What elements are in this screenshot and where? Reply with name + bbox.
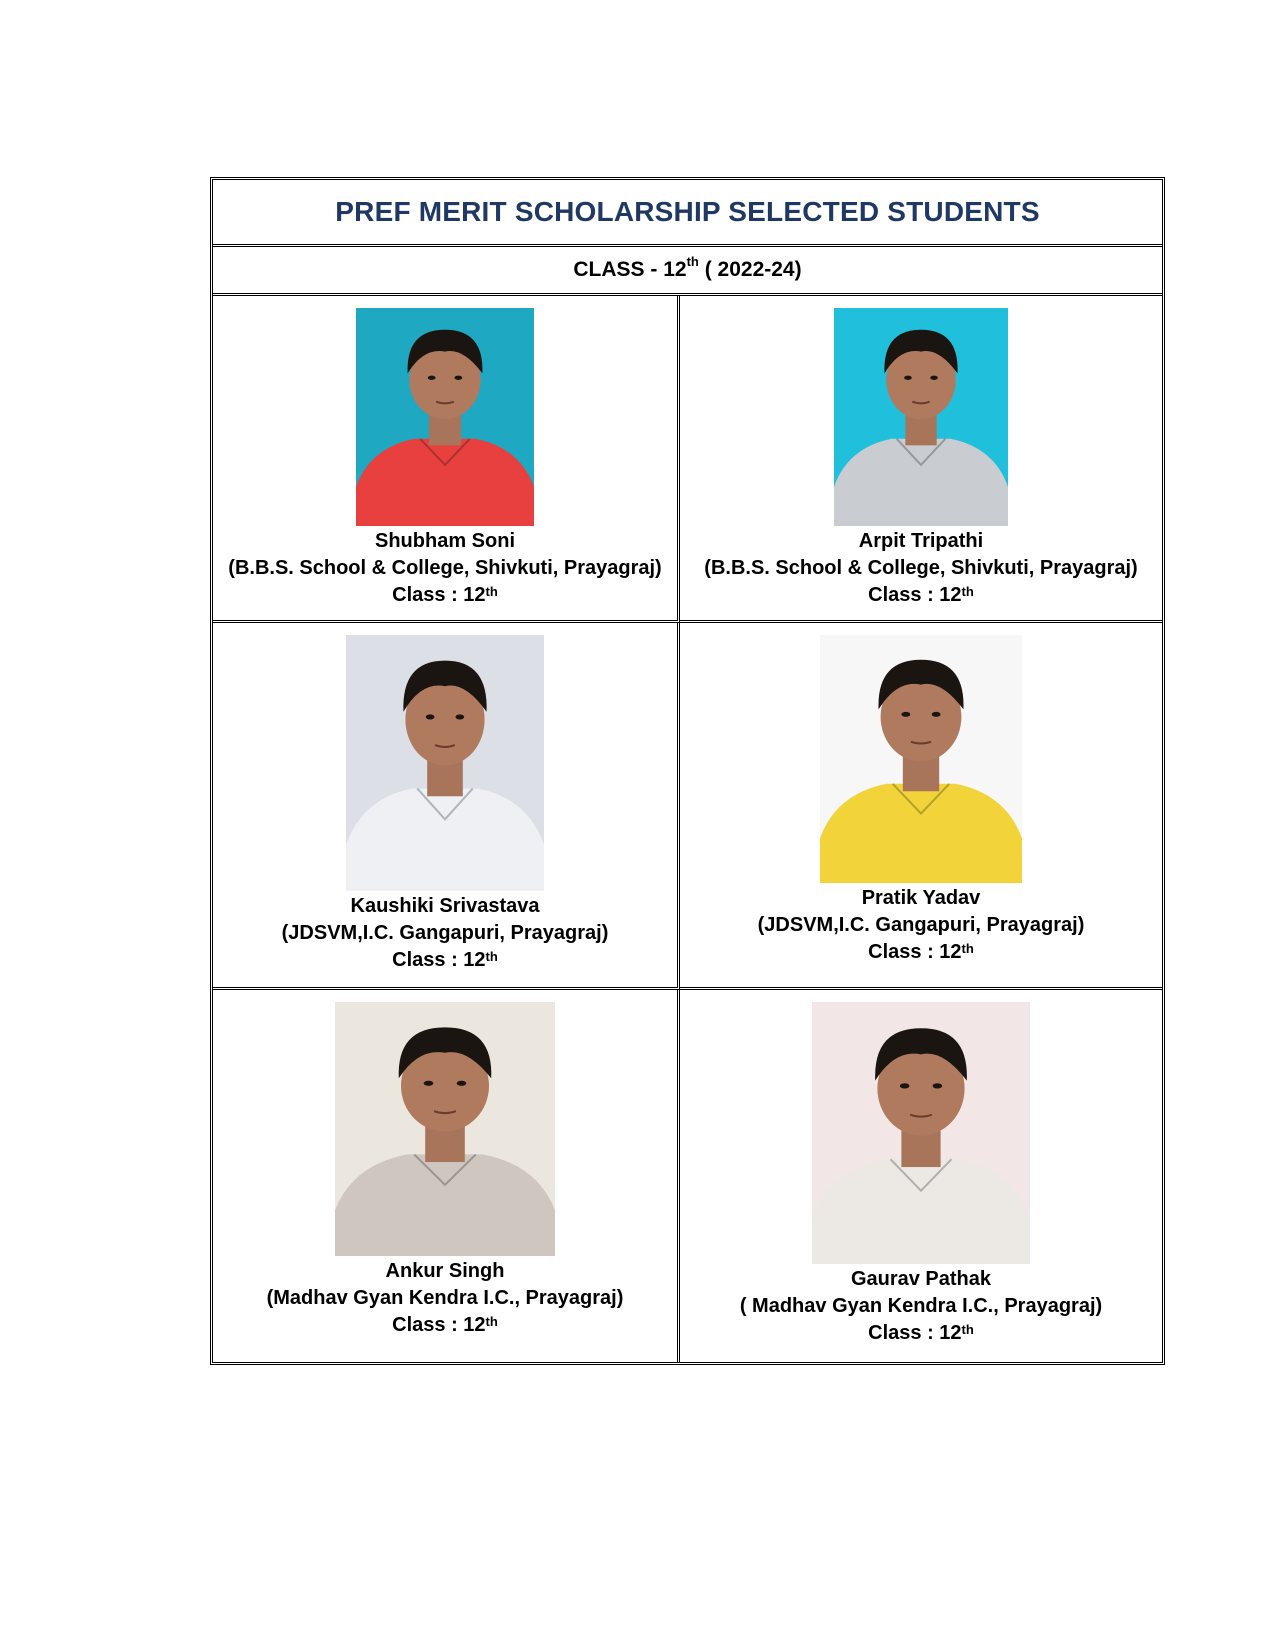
- student-card: [213, 296, 680, 623]
- class-sup: th: [961, 941, 974, 956]
- student-school: ( Madhav Gyan Kendra I.C., Prayagraj): [739, 1295, 1103, 1317]
- student-card: [680, 296, 1162, 623]
- student-class: [868, 939, 974, 966]
- student-name: Arpit Tripathi: [858, 530, 984, 552]
- student-photo-icon: [335, 1002, 555, 1256]
- student-card: [680, 990, 1162, 1362]
- class-sup: th: [485, 949, 498, 964]
- class-heading-suffix: ( 2022-24): [698, 258, 802, 281]
- student-school: (Madhav Gyan Kendra I.C., Prayagraj): [266, 1287, 624, 1309]
- student-class: [392, 582, 498, 609]
- student-photo-icon: [346, 635, 544, 891]
- student-name: Shubham Soni: [375, 530, 515, 552]
- document-title: PREF MERIT SCHOLARSHIP SELECTED STUDENTS: [335, 196, 1040, 227]
- student-name: Kaushiki Srivastava: [350, 895, 540, 917]
- student-class: [392, 1312, 498, 1339]
- student-name: Ankur Singh: [385, 1260, 505, 1282]
- student-class: [392, 947, 498, 974]
- student-class: [868, 582, 974, 609]
- student-name: Pratik Yadav: [861, 887, 981, 909]
- class-label: Class : 12: [868, 941, 962, 963]
- student-school: (B.B.S. School & College, Shivkuti, Prayagraj): [228, 557, 662, 579]
- student-photo-icon: [812, 1002, 1030, 1264]
- class-sup: th: [961, 1322, 974, 1337]
- class-label: Class : 12: [392, 949, 486, 971]
- class-heading: [573, 254, 802, 282]
- student-photo-icon: [834, 308, 1008, 526]
- student-photo-icon: [356, 308, 534, 526]
- class-label: Class : 12: [868, 584, 962, 606]
- class-sup: th: [485, 1314, 498, 1329]
- class-sup: th: [961, 584, 974, 599]
- student-name: Gaurav Pathak: [850, 1268, 992, 1290]
- class-label: Class : 12: [392, 1314, 486, 1336]
- student-class: [868, 1320, 974, 1347]
- student-card: [213, 623, 680, 990]
- title-row: [213, 180, 1162, 247]
- student-school: (JDSVM,I.C. Gangapuri, Prayagraj): [281, 922, 609, 944]
- class-heading-sup: th: [686, 254, 699, 269]
- student-grid: [213, 296, 1162, 1362]
- class-row: [213, 247, 1162, 296]
- class-label: Class : 12: [868, 1322, 962, 1344]
- student-school: (B.B.S. School & College, Shivkuti, Prayagraj): [704, 557, 1138, 579]
- class-sup: th: [485, 584, 498, 599]
- class-label: Class : 12: [392, 584, 486, 606]
- student-card: [213, 990, 680, 1362]
- student-school: (JDSVM,I.C. Gangapuri, Prayagraj): [757, 914, 1085, 936]
- scholarship-table: [210, 177, 1165, 1365]
- class-heading-prefix: CLASS - 12: [573, 258, 687, 281]
- student-photo-icon: [820, 635, 1022, 883]
- student-card: [680, 623, 1162, 990]
